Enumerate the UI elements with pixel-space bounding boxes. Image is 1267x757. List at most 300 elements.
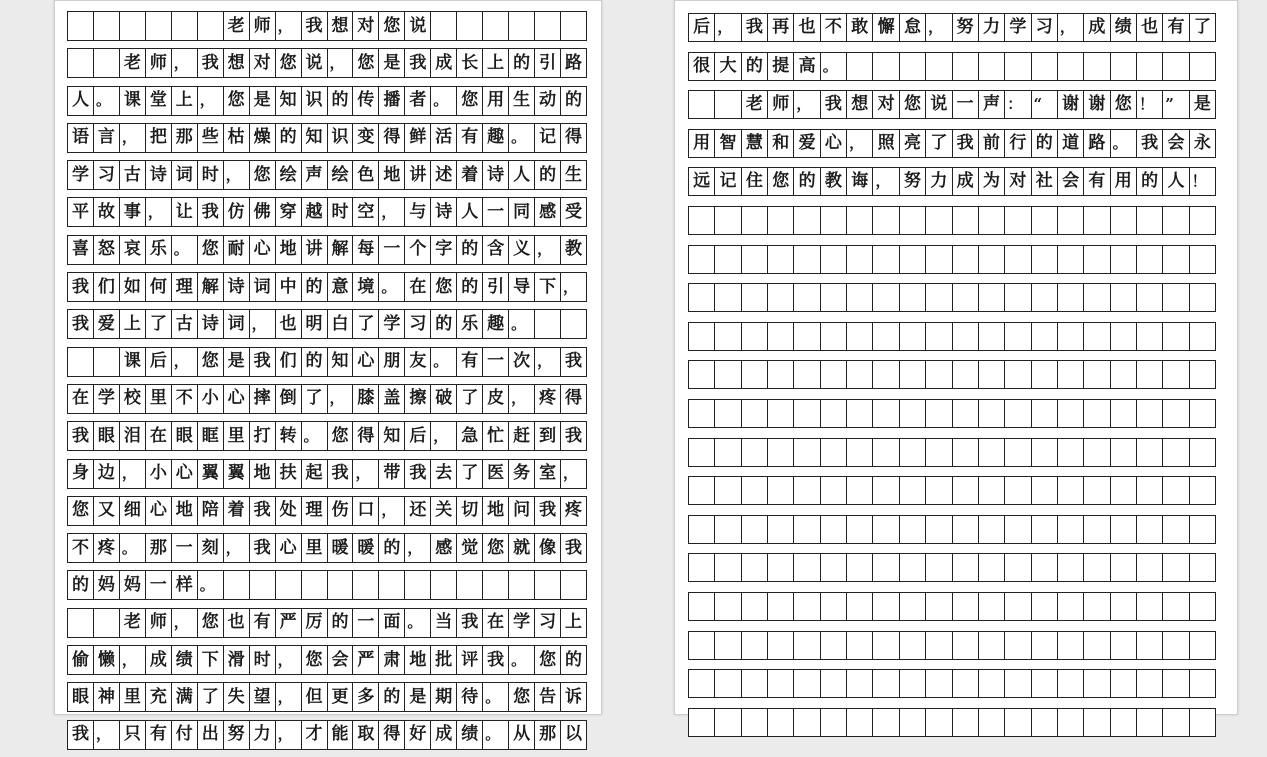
grid-cell-empty [1190, 439, 1216, 466]
grid-char: 们 [276, 348, 302, 376]
grid-char: ， [405, 534, 431, 562]
grid-char: 疼 [535, 385, 561, 413]
essay-page-right [674, 0, 1238, 715]
grid-cell-empty [873, 361, 899, 388]
grid-char: 。 [431, 87, 457, 115]
grid-char: 的 [1032, 130, 1058, 157]
grid-char: 绩 [1111, 14, 1137, 41]
grid-char: ， [926, 14, 952, 41]
grid-char: 感 [431, 534, 457, 562]
grid-char: 滑 [224, 646, 250, 674]
grid-cell-empty [405, 571, 431, 599]
grid-char: 理 [302, 497, 328, 525]
grid-char: 努 [953, 14, 979, 41]
grid-char: 神 [94, 683, 120, 711]
grid-char: 长 [457, 49, 483, 77]
grid-char: 心 [353, 348, 379, 376]
grid-char: 了 [926, 130, 952, 157]
grid-char: 的 [509, 49, 535, 77]
grid-cell-empty [742, 632, 768, 659]
grid-cell-empty [979, 516, 1005, 543]
grid-cell-empty [689, 477, 715, 504]
grid-char: 室 [535, 460, 561, 488]
grid-cell-empty [1058, 284, 1084, 311]
grid-cell-empty [1084, 284, 1110, 311]
grid-cell-empty [926, 670, 952, 697]
grid-row [688, 438, 1216, 467]
grid-cell-empty [1032, 516, 1058, 543]
grid-char: 打 [250, 422, 276, 450]
writing-grid-right [688, 13, 1216, 746]
grid-char: 在 [483, 609, 509, 637]
grid-cell-empty [821, 323, 847, 350]
grid-cell-empty [979, 323, 1005, 350]
grid-char: 知 [276, 87, 302, 115]
grid-char: 与 [405, 198, 431, 226]
grid-char: 那 [172, 124, 198, 152]
grid-char: 我 [250, 534, 276, 562]
grid-char: 得 [561, 124, 587, 152]
grid-cell-empty [794, 632, 820, 659]
writing-grid-left [67, 11, 587, 757]
grid-char: 也 [1137, 14, 1163, 41]
grid-char: 引 [535, 49, 561, 77]
grid-cell-empty [1032, 323, 1058, 350]
grid-char: 声 [302, 161, 328, 189]
grid-char: 着 [457, 161, 483, 189]
grid-char: 成 [953, 168, 979, 195]
grid-cell-empty [1084, 439, 1110, 466]
grid-cell-empty [1058, 516, 1084, 543]
grid-cell-empty [742, 400, 768, 427]
grid-char: 习 [535, 609, 561, 637]
grid-char: 一 [353, 609, 379, 637]
grid-char: 。 [379, 273, 405, 301]
grid-char: 疼 [561, 497, 587, 525]
grid-cell-empty [953, 516, 979, 543]
grid-cell-empty [768, 477, 794, 504]
grid-char: 诲 [847, 168, 873, 195]
grid-char: ， [328, 49, 354, 77]
grid-cell-empty [900, 246, 926, 273]
grid-cell-empty [979, 439, 1005, 466]
grid-cell-empty [873, 477, 899, 504]
grid-cell-empty [1111, 670, 1137, 697]
grid-char: 语 [68, 124, 94, 152]
grid-cell-empty [1190, 53, 1216, 80]
grid-char: 为 [979, 168, 1005, 195]
grid-cell-empty [1137, 53, 1163, 80]
grid-cell-empty [900, 593, 926, 620]
grid-char: 那 [146, 534, 172, 562]
grid-cell-empty [900, 554, 926, 581]
grid-char: 了 [198, 683, 224, 711]
grid-cell-empty [250, 571, 276, 599]
grid-cell-empty [689, 91, 715, 118]
grid-char: 照 [873, 130, 899, 157]
grid-char: ， [535, 348, 561, 376]
grid-cell-empty [1005, 323, 1031, 350]
grid-cell-empty [1111, 323, 1137, 350]
grid-char: 喜 [68, 236, 94, 264]
grid-char: “ [1032, 91, 1058, 118]
grid-char: ， [146, 198, 172, 226]
grid-cell-empty [483, 571, 509, 599]
grid-row [67, 608, 587, 638]
grid-char: 一 [953, 91, 979, 118]
grid-char: 。 [1111, 130, 1137, 157]
grid-cell-empty [198, 12, 224, 40]
grid-cell-empty [768, 439, 794, 466]
grid-cell-empty [1084, 400, 1110, 427]
grid-char: 取 [353, 721, 379, 749]
grid-cell-empty [535, 310, 561, 338]
grid-char: 懈 [873, 14, 899, 41]
grid-char: 对 [873, 91, 899, 118]
grid-cell-empty [900, 400, 926, 427]
grid-char: 努 [224, 721, 250, 749]
grid-char: ， [276, 12, 302, 40]
grid-cell-empty [1032, 207, 1058, 234]
grid-cell-empty [1005, 246, 1031, 273]
grid-char: 敢 [847, 14, 873, 41]
grid-cell-empty [979, 554, 1005, 581]
grid-char: ， [328, 385, 354, 413]
grid-char: ， [120, 124, 146, 152]
grid-char: 倒 [276, 385, 302, 413]
grid-char: 不 [821, 14, 847, 41]
grid-char: 下 [535, 273, 561, 301]
grid-cell-empty [1084, 207, 1110, 234]
grid-char: 把 [146, 124, 172, 152]
grid-cell-empty [689, 709, 715, 736]
grid-char: 懒 [94, 646, 120, 674]
grid-cell-empty [847, 593, 873, 620]
grid-cell-empty [689, 246, 715, 273]
grid-row [67, 86, 587, 116]
grid-cell-empty [1032, 53, 1058, 80]
grid-cell-empty [1163, 207, 1189, 234]
grid-cell-empty [900, 361, 926, 388]
grid-cell-empty [847, 632, 873, 659]
grid-cell-empty [715, 207, 741, 234]
grid-char: 变 [353, 124, 379, 152]
grid-char: 心 [821, 130, 847, 157]
grid-cell-empty [1058, 670, 1084, 697]
grid-cell-empty [873, 593, 899, 620]
grid-char: 路 [1084, 130, 1110, 157]
grid-cell-empty [979, 361, 1005, 388]
grid-char: 动 [535, 87, 561, 115]
grid-char: 了 [457, 385, 483, 413]
grid-char: 多 [353, 683, 379, 711]
grid-char: 和 [768, 130, 794, 157]
grid-char: 师 [768, 91, 794, 118]
grid-cell-empty [1137, 477, 1163, 504]
grid-cell-empty [794, 439, 820, 466]
grid-char: 如 [120, 273, 146, 301]
grid-row [67, 11, 587, 41]
grid-char: 更 [328, 683, 354, 711]
grid-cell-empty [1005, 361, 1031, 388]
grid-char: 何 [146, 273, 172, 301]
grid-cell-empty [689, 593, 715, 620]
grid-char: 人 [457, 198, 483, 226]
grid-cell-empty [120, 12, 146, 40]
grid-cell-empty [1005, 439, 1031, 466]
grid-char: 的 [742, 53, 768, 80]
grid-char: 不 [172, 385, 198, 413]
grid-char: 您 [379, 12, 405, 40]
grid-cell-empty [1190, 670, 1216, 697]
grid-row [67, 421, 587, 451]
grid-char: ， [715, 14, 741, 41]
grid-cell-empty [926, 477, 952, 504]
grid-cell-empty [353, 571, 379, 599]
grid-cell-empty [1137, 400, 1163, 427]
grid-char: 暖 [353, 534, 379, 562]
grid-cell-empty [1084, 361, 1110, 388]
grid-char: 成 [431, 721, 457, 749]
grid-char: 去 [431, 460, 457, 488]
grid-char: 对 [250, 49, 276, 77]
grid-char: 后 [405, 422, 431, 450]
grid-cell-empty [873, 207, 899, 234]
grid-cell-empty [689, 670, 715, 697]
grid-char: 课 [120, 348, 146, 376]
essay-page-left [54, 0, 602, 745]
grid-char: 后 [689, 14, 715, 41]
grid-cell-empty [1058, 439, 1084, 466]
grid-cell-empty [926, 516, 952, 543]
grid-char: 待 [457, 683, 483, 711]
grid-char: 些 [198, 124, 224, 152]
grid-char: 的 [794, 168, 820, 195]
grid-cell-empty [224, 571, 250, 599]
grid-char: 用 [689, 130, 715, 157]
grid-cell-empty [979, 632, 1005, 659]
grid-char: 批 [431, 646, 457, 674]
grid-cell-empty [1163, 284, 1189, 311]
grid-cell-empty [821, 284, 847, 311]
grid-char: 摔 [250, 385, 276, 413]
grid-cell-empty [535, 571, 561, 599]
grid-cell-empty [900, 709, 926, 736]
grid-char: 。 [821, 53, 847, 80]
grid-cell-empty [1084, 323, 1110, 350]
grid-cell-empty [821, 439, 847, 466]
grid-char: 里 [224, 422, 250, 450]
grid-char: 师 [146, 49, 172, 77]
grid-char: 绘 [328, 161, 354, 189]
grid-char: 眼 [94, 422, 120, 450]
grid-cell-empty [926, 439, 952, 466]
grid-cell-empty [172, 12, 198, 40]
grid-cell-empty [1137, 554, 1163, 581]
grid-cell-empty [68, 609, 94, 637]
grid-char: 肃 [379, 646, 405, 674]
grid-cell-empty [1190, 709, 1216, 736]
grid-cell-empty [1163, 709, 1189, 736]
grid-cell-empty [1163, 516, 1189, 543]
grid-cell-empty [821, 361, 847, 388]
grid-char: 告 [535, 683, 561, 711]
grid-char: ， [379, 497, 405, 525]
grid-cell-empty [715, 361, 741, 388]
grid-cell-empty [1137, 593, 1163, 620]
grid-cell-empty [742, 516, 768, 543]
grid-cell-empty [742, 709, 768, 736]
grid-char: ， [250, 310, 276, 338]
grid-char: 带 [379, 460, 405, 488]
grid-char: 成 [1084, 14, 1110, 41]
grid-row [67, 272, 587, 302]
grid-cell-empty [715, 323, 741, 350]
grid-cell-empty [715, 516, 741, 543]
grid-cell-empty [1137, 361, 1163, 388]
grid-cell-empty [768, 516, 794, 543]
grid-char: 亮 [900, 130, 926, 157]
grid-char: 学 [1005, 14, 1031, 41]
grid-char: ， [276, 721, 302, 749]
grid-char: ” [1163, 91, 1189, 118]
grid-row [67, 384, 587, 414]
grid-char: 住 [742, 168, 768, 195]
grid-char: 色 [353, 161, 379, 189]
grid-char: 出 [198, 721, 224, 749]
grid-char: 。 [431, 348, 457, 376]
grid-char: 教 [561, 236, 587, 264]
grid-cell-empty [1058, 632, 1084, 659]
grid-cell-empty [1111, 53, 1137, 80]
grid-cell-empty [847, 477, 873, 504]
grid-cell-empty [873, 400, 899, 427]
grid-char: 面 [379, 609, 405, 637]
grid-cell-empty [1111, 593, 1137, 620]
grid-char: 您 [1111, 91, 1137, 118]
grid-cell-empty [847, 400, 873, 427]
grid-char: 解 [198, 273, 224, 301]
grid-char: 一 [379, 236, 405, 264]
grid-char: 有 [1163, 14, 1189, 41]
grid-char: 心 [276, 534, 302, 562]
grid-char: 我 [68, 310, 94, 338]
grid-char: 诗 [198, 310, 224, 338]
grid-cell-empty [1032, 361, 1058, 388]
grid-row [688, 360, 1216, 389]
grid-char: 爱 [794, 130, 820, 157]
grid-char: 就 [509, 534, 535, 562]
grid-char: 得 [379, 721, 405, 749]
grid-cell-empty [1005, 400, 1031, 427]
grid-cell-empty [483, 12, 509, 40]
grid-char: 白 [328, 310, 354, 338]
grid-char: 意 [328, 273, 354, 301]
grid-cell-empty [457, 571, 483, 599]
grid-cell-empty [1084, 670, 1110, 697]
grid-cell-empty [953, 477, 979, 504]
grid-char: 地 [250, 460, 276, 488]
grid-cell-empty [1163, 400, 1189, 427]
grid-cell-empty [1137, 439, 1163, 466]
grid-cell-empty [1084, 593, 1110, 620]
grid-char: ！ [1137, 91, 1163, 118]
grid-char: 着 [224, 497, 250, 525]
grid-char: 。 [483, 721, 509, 749]
grid-char: 人 [1163, 168, 1189, 195]
grid-char: 识 [328, 124, 354, 152]
grid-cell-empty [847, 361, 873, 388]
grid-cell-empty [794, 361, 820, 388]
grid-char: ， [509, 385, 535, 413]
grid-cell-empty [689, 400, 715, 427]
grid-cell-empty [742, 593, 768, 620]
grid-char: ！ [1190, 168, 1216, 195]
grid-cell-empty [900, 670, 926, 697]
grid-char: 力 [926, 168, 952, 195]
grid-cell-empty [1137, 632, 1163, 659]
grid-char: 路 [561, 49, 587, 77]
grid-cell-empty [873, 323, 899, 350]
grid-cell-empty [1163, 593, 1189, 620]
grid-cell-empty [742, 670, 768, 697]
grid-char: 解 [328, 236, 354, 264]
grid-cell-empty [689, 632, 715, 659]
grid-cell-empty [900, 284, 926, 311]
grid-char: 的 [379, 534, 405, 562]
grid-char: 在 [146, 422, 172, 450]
grid-char: 我 [405, 49, 431, 77]
grid-char: 会 [1058, 168, 1084, 195]
grid-char: 您 [68, 497, 94, 525]
grid-char: 当 [431, 609, 457, 637]
grid-cell-empty [1032, 554, 1058, 581]
grid-char: 播 [379, 87, 405, 115]
grid-cell-empty [768, 709, 794, 736]
grid-char: 。 [509, 646, 535, 674]
grid-cell-empty [1190, 207, 1216, 234]
grid-cell-empty [979, 670, 1005, 697]
grid-cell-empty [1005, 670, 1031, 697]
grid-char: 得 [353, 422, 379, 450]
grid-cell-empty [873, 516, 899, 543]
grid-char: 学 [509, 609, 535, 637]
grid-char: 的 [457, 273, 483, 301]
grid-char: 像 [535, 534, 561, 562]
grid-char: 知 [328, 348, 354, 376]
grid-cell-empty [979, 284, 1005, 311]
grid-cell-empty [1163, 246, 1189, 273]
grid-char: 是 [379, 49, 405, 77]
grid-cell-empty [1032, 477, 1058, 504]
grid-char: 有 [146, 721, 172, 749]
grid-cell-empty [768, 323, 794, 350]
grid-row [67, 645, 587, 675]
grid-cell-empty [1032, 709, 1058, 736]
grid-char: ， [1058, 14, 1084, 41]
grid-char: 得 [379, 124, 405, 152]
grid-char: 在 [68, 385, 94, 413]
grid-char: 处 [276, 497, 302, 525]
grid-char: 越 [302, 198, 328, 226]
grid-char: 务 [509, 460, 535, 488]
grid-cell-empty [1032, 400, 1058, 427]
grid-cell-empty [561, 12, 587, 40]
grid-cell-empty [1084, 246, 1110, 273]
grid-cell-empty [1058, 709, 1084, 736]
grid-char: ： [1005, 91, 1031, 118]
grid-cell-empty [1163, 439, 1189, 466]
